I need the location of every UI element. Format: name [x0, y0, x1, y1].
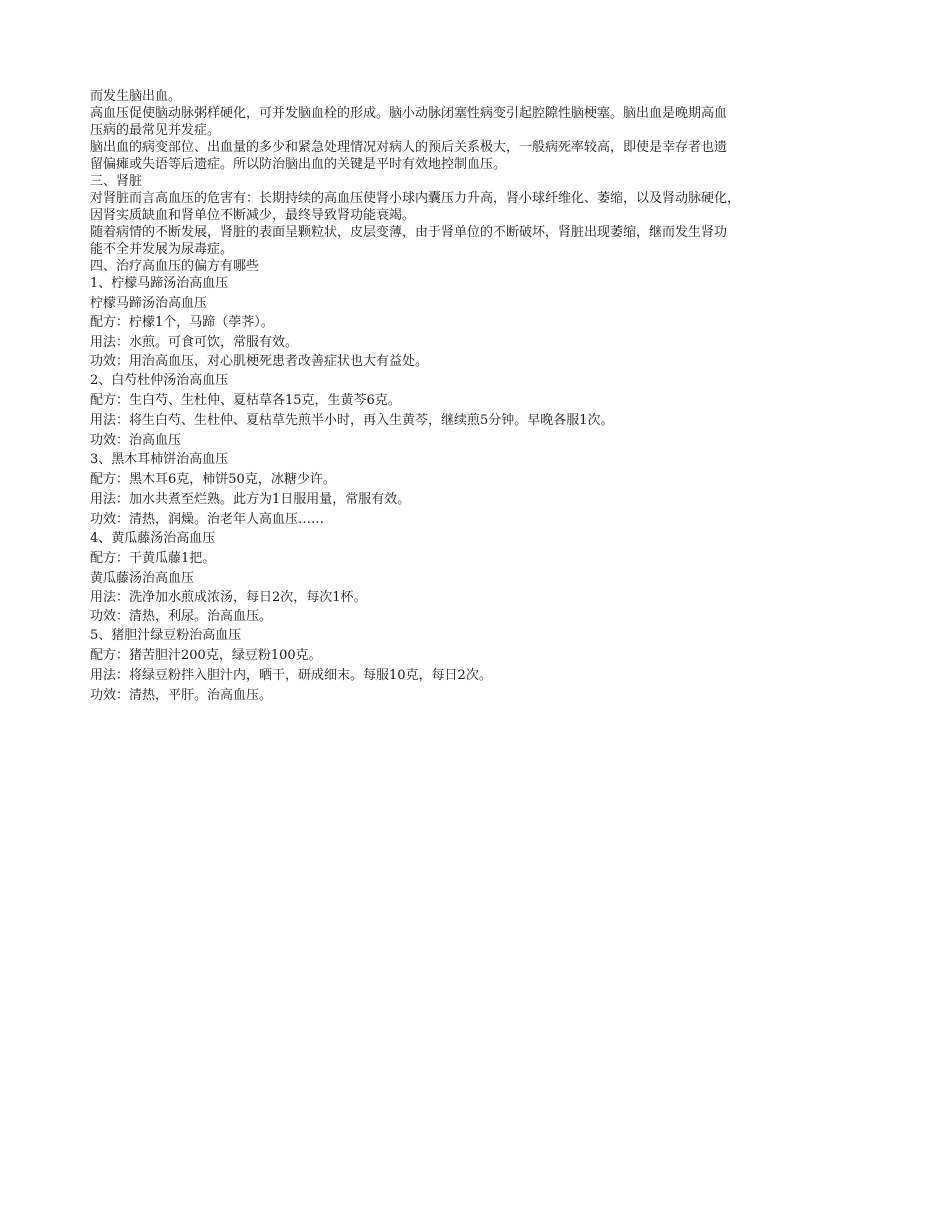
paragraph-cerebral-hemorrhage-end — [90, 88, 860, 105]
paragraph-cerebral-prognosis — [90, 139, 860, 173]
text-line: 随着病情的不断发展，肾脏的表面呈颗粒状，皮层变薄，由于肾单位的不断破坏，肾脏出现萎缩，继而发生肾功 — [90, 225, 728, 240]
recipe-4-formula: 配方：干黄瓜藤1把。 — [90, 551, 216, 566]
recipe-1-subtitle: 柠檬马蹄汤治高血压 — [90, 296, 208, 311]
text-line: 脑出血的病变部位、出血量的多少和紧急处理情况对病人的预后关系极大，一般病死率较高，即使是幸存者也遗 — [90, 140, 728, 155]
text-line: 对肾脏而言高血压的危害有：长期持续的高血压使肾小球内囊压力升高，肾小球纤维化、萎缩，以及肾动脉硬化， — [90, 191, 741, 206]
recipe-5-effect: 功效：清热，平肝。治高血压。 — [90, 688, 273, 703]
recipe-3-effect: 功效：清热，润燥。治老年人高血压…… — [90, 512, 325, 527]
section-heading-kidney — [90, 173, 860, 190]
recipe-1-effect: 功效：用治高血压，对心肌梗死患者改善症状也大有益处。 — [90, 354, 429, 369]
recipe-4-title: 4、黄瓜藤汤治高血压 — [90, 531, 216, 546]
recipe-4-effect: 功效：清热，利尿。治高血压。 — [90, 609, 273, 624]
recipe-4-subtitle: 黄瓜藤汤治高血压 — [90, 571, 195, 586]
recipe-1-title: 1、柠檬马蹄汤治高血压 — [90, 276, 229, 291]
recipe-3-usage: 用法：加水共煮至烂熟。此方为1日服用量，常服有效。 — [90, 492, 411, 507]
recipe-3-formula: 配方：黑木耳6克，柿饼50克，冰糖少许。 — [90, 472, 336, 487]
recipe-4-usage: 用法：洗净加水煎成浓汤，每日2次，每次1杯。 — [90, 590, 367, 605]
recipe-2-title: 2、白芍杜仲汤治高血压 — [90, 373, 229, 388]
recipe-5-formula: 配方：猪苦胆汁200克，绿豆粉100克。 — [90, 648, 322, 663]
text-line: 三、肾脏 — [90, 174, 143, 189]
recipe-3-title: 3、黑木耳柿饼治高血压 — [90, 452, 229, 467]
recipe-1-usage: 用法：水煎。可食可饮，常服有效。 — [90, 335, 299, 350]
text-line: 留偏瘫或失语等后遗症。所以防治脑出血的关键是平时有效地控制血压。 — [90, 157, 507, 172]
recipe-1-formula: 配方：柠檬1个，马蹄（荸荠）。 — [90, 315, 274, 330]
text-line: 因肾实质缺血和肾单位不断减少，最终导致肾功能衰竭。 — [90, 208, 416, 223]
recipe-5-usage: 用法：将绿豆粉拌入胆汁内，晒干，研成细末。每服10克，每日2次。 — [90, 668, 492, 683]
recipe-5-title: 5、猪胆汁绿豆粉治高血压 — [90, 628, 242, 643]
text-line: 压病的最常见并发症。 — [90, 123, 221, 138]
recipe-2-formula: 配方：生白芍、生杜仲、夏枯草各15克，生黄芩6克。 — [90, 393, 401, 408]
paragraph-cerebral-atherosclerosis — [90, 105, 860, 139]
recipe-2-effect: 功效：治高血压 — [90, 433, 182, 448]
text-line: 高血压促使脑动脉粥样硬化，可并发脑血栓的形成。脑小动脉闭塞性病变引起腔隙性脑梗塞。脑出血是晚期高血 — [90, 106, 728, 121]
text-line: 能不全并发展为尿毒症。 — [90, 242, 234, 257]
recipe-2-usage: 用法：将生白芍、生杜仲、夏枯草先煎半小时，再入生黄芩，继续煎5分钟。早晚各服1次。 — [90, 413, 614, 428]
paragraph-kidney-harm — [90, 190, 860, 224]
document-page — [90, 88, 860, 704]
paragraph-kidney-progression — [90, 224, 860, 258]
text-line: 四、治疗高血压的偏方有哪些 — [90, 259, 260, 274]
section-heading-remedies — [90, 258, 860, 275]
text-line: 而发生脑出血。 — [90, 89, 182, 104]
